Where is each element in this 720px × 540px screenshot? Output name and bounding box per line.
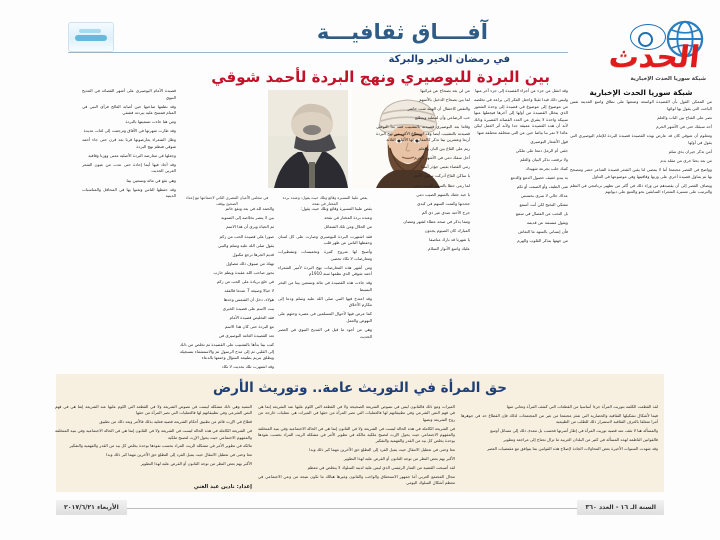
paragraph: كتب بيتا بدأها بالتشبيب على القصيدة ثم تخلص من ذلك إلى القلبي ثم إلى مدح الرسول ثم والاستشفاء بتسجيلة ويطلق بتريم بطبيعة السؤال وختمها بالدعاء bbox=[180, 342, 274, 361]
paragraph: وقد جاءت هذه القصيدة في مائة وتسعين بيتا من البحر البسيط bbox=[278, 280, 372, 292]
paragraph: وقد اشتهرت تلك بحديث لا تكاد bbox=[221, 364, 274, 370]
paragraph: لا خيالا وصيغة 7 عندما فالفقد bbox=[224, 287, 274, 293]
secondary-column-1 bbox=[461, 404, 658, 474]
paragraph: معا وحتى في تعطيل الانتقال حيث يميل الفرد إلى التطلع حق الآخرين مهما كبر ذلك وبدا bbox=[106, 452, 252, 458]
paragraph: من جهتها بتذكر القلوب والهرم bbox=[517, 238, 568, 244]
article-column-3 bbox=[278, 195, 372, 370]
article-column-2 bbox=[376, 88, 470, 370]
footer-divider bbox=[120, 508, 590, 509]
paragraph: وقاما بعد البوصيري قصيدته بالتشبيب فقد بدأ النوفلي قصيدته بالتشبيب أيضا وقد استطاع الألف من نهج البردة أربعا وعشرين بيتا تذكر كالمقارنة لها الآليات الثلاثة bbox=[376, 124, 470, 143]
paragraph: رمي القضاء بعيني جؤذر أسدا bbox=[420, 164, 470, 170]
paragraph: ومن هنا جاءت تسميتها بالبردة bbox=[125, 119, 176, 125]
paragraph: لما بين بصحاح الدخيل بالأسهم bbox=[419, 97, 470, 103]
paragraph: وقد شهدت السنوات الأخيرة بعض المحاولات الجادة لإصلاح هذه القوانين بما يتوافق مع مقتضيات العصر bbox=[486, 445, 658, 451]
paragraph: قصيدة الأمام البوصيرى على أشهر القصائد في المديح النبوي bbox=[82, 88, 176, 100]
paragraph: تهتك من صيوف ذلك مصاول bbox=[226, 260, 274, 266]
secondary-column-2 bbox=[258, 404, 455, 486]
secondary-column-3 bbox=[55, 404, 252, 474]
portrait-ahmed-shawqi-caption: في مجلس الأعيان المصري الثاني لاجتماعها مع إعداد الصحيح بوقف bbox=[185, 195, 269, 206]
paragraph: متى الطيف وأو الصمت أو تكم bbox=[516, 184, 568, 190]
secondary-article bbox=[56, 374, 664, 492]
paragraph: وواضح في القصر مجتمعا أننا لا يمضي لنا يقين الشعر قصيدة الشاعر حضر ومصحح بها ثم يتناول قصيدة أخرى على وزنها وقافيتها وفي موضوعها في التناول bbox=[570, 167, 712, 179]
paragraph: كما عرض فيها لأحوال المسلمين في عصره وحثهم على النهوض والعمل bbox=[278, 311, 372, 324]
article-column-4 bbox=[180, 195, 274, 370]
paragraph: وليس ذلك قيدا ثقيلا واجعل الفكر إلى براعة في تخلصه من موضوع إلى موضوع في قصيدة إلى وحدة الشعور الذي يتخلل القصيدة من أولها إلى آخرها فيجملها منها سبيكة واحدة لا يتفرق عن العدد القصائد القصيرة وذلك لأنه أن هذه القصيدة عميقة جدا ولأنه أثر العمل ليكن عائدا لا تمر بنا بياضا حين عن التي متخلقة محتلفة منها bbox=[474, 97, 568, 135]
paragraph: حب الرضاعي وأن لتبطية ويتطلع bbox=[415, 115, 470, 121]
paragraph: وأصبح لها شروح كثيرة وتخميسات وتشطيرات ومعارضات لا تكاد تحصى bbox=[278, 249, 372, 261]
paragraph: فقد اشتهرت البردة للبوصيري وصارت على كل لسان وحفظها الناس عن ظهر قلب bbox=[278, 233, 372, 246]
paragraph: ولا ترفعت تذكر البيان والعلم bbox=[520, 156, 568, 162]
paragraph: من الممكن القول بأن القصيدة الواسعة وضعتها على نطاق واسع المدينة نفس الباحث التي يقول بها لوائها bbox=[570, 99, 712, 111]
paragraph: وقد أجاد فيها أيما إجادة حتى عدت من عيون الشعر العربي الحديث bbox=[82, 161, 176, 174]
paragraph: فيما لأشكال تشكيلها الثقافية والحضارية التي شئز مجتمعا من غير من المجتمعات لذلك فإن القطاع حد في جوهرها أمرا متعلقا بالعرف الثقافية لاستمرار ذلك للطلب من الطبيعية bbox=[461, 412, 658, 425]
paragraph: والمسألة هنا لا تقف عند قضية توريث المرأة في إطار أسرتها فحسب بل تتعدى ذلك إلى مسائل أوسع bbox=[490, 428, 658, 434]
article-column-5 bbox=[82, 88, 176, 370]
paragraph: ومن أشهر هذه المعارضات نهج البردة لأمير الشعراء أحمد شوقي الذي نظمها سنة 1910م bbox=[278, 264, 372, 277]
main-article-body bbox=[56, 88, 568, 370]
portrait-ahmed-shawqi bbox=[268, 90, 348, 188]
portrait-ahmed-shawqi-photo bbox=[268, 90, 348, 188]
masthead bbox=[0, 0, 720, 86]
paragraph: عداك حالي لا سرى بحسنتي bbox=[520, 193, 568, 199]
paragraph: فأن إنساني بالسهد ما النعاش bbox=[518, 229, 568, 235]
portrait-al-busiri-caption: يقص علينا المسيرة وقائع وتلك حيث يقول: وعنده بردة المختار في نفحة bbox=[282, 195, 368, 206]
paragraph: ريم على القاع بين البان والعلم bbox=[418, 146, 470, 152]
paragraph: معا وحتى في تعطيل الانتقال حيث يميل الفرد إلى التطلع حق الآخرين مهما كبر ذلك وبدا bbox=[309, 447, 455, 453]
paragraph: قول الأشعار البوصيري bbox=[530, 138, 568, 144]
paragraph: فالقوانين الناظمة لهذه المسألة في كثير من البلدان العربية ما تزال تحتاج إلى مراجعة وتطوير bbox=[503, 437, 658, 443]
page-footer bbox=[0, 498, 720, 520]
article-column-1 bbox=[474, 88, 568, 370]
issue-info: السنة الـ ١٦ - العدد ٣٦٠ bbox=[577, 500, 664, 515]
paragraph: وقد نظمها صاحبها حين أصابه الفالج فرأى النبي في المنام فمسح عليه ببردته فشفي bbox=[82, 103, 176, 116]
paragraph: من بعد بحثا جرى من مقلة بدم bbox=[660, 157, 712, 163]
secondary-article-headline: حق المرأة في التوريث عامة.. وتوريث الأرض bbox=[213, 380, 507, 396]
paragraph: وقد امتدح فيها النبي صلى الله عليه وسلم ودعا إلى مكارم الأخلاق bbox=[278, 295, 372, 308]
paragraph: الأكبر بهم بعض النظر من توجه القانون أو القرض عليه لهذا التطوير bbox=[343, 456, 455, 462]
paragraph: جحدتها وكتمت السهم في كبدي bbox=[417, 200, 470, 206]
paragraph: لما رمى حظا بالسهم الصيب دمي bbox=[413, 182, 470, 188]
paragraph: والتقص كاحتفال أن الهيئة شب حاضر bbox=[407, 106, 470, 112]
paragraph: جئني أم الرمل دمعا على ملكي bbox=[515, 147, 568, 153]
paragraph: وقد طارت شهرتها في الآفاق وترجمت إلى لغات عديدة bbox=[83, 128, 176, 134]
paragraph: المبارك كان الصيوم يجدون bbox=[424, 227, 470, 233]
paragraph: التنمية وهي ذلك مشكلة ليست في نصوص الشريعة ولا في القطعة التي اللوم عليها عند الشريعة إنما هي في فهم النص الشرعي وفي تطبيقاتهم لها فالعمليات التي تصر المرأة من حقها bbox=[55, 404, 252, 416]
paragraph: مالكه في تطوير الأمر في مشكلة الريث المراد بحسب نفوذها بوحدة يخلص كل بيد من القدر والفهمية والتفكير bbox=[69, 443, 252, 449]
paragraph: ومما يذكر في صحة عطاء لشهر ومضان bbox=[403, 218, 470, 224]
paragraph: الميراث ومع ذلك فالقانون ليس في نصوص الشريعة الصحيحة ولا في القطعة التي اللوم عليها عند الشريعة إنما هي في فهم النص الشرعي وفي تطبيقاتهم لها فالعمليات التي تصر المرأة من حقها في الميراث هي عمليات خارجة عن روح الشريعة ونصها bbox=[258, 404, 455, 422]
logo-wordmark: الحدث bbox=[607, 40, 702, 75]
paragraph: أمن تذكر جيران بذي سلم bbox=[668, 148, 712, 154]
paragraph: يا شهرنا قد بارك مناصفا bbox=[429, 236, 470, 242]
paragraph: في خلع بريادة على الحب من زكم bbox=[216, 278, 274, 284]
network-info-title: شبكة سوريا الحدث الإخبارية bbox=[589, 88, 693, 97]
paragraph: قطاع في الإرث قائم من تطبيق أحكام الشريعة قضية فعلية بذلك فالأمر وبعد ذلك من تطبيق bbox=[99, 419, 252, 425]
article-kicker: في رمضان الخير والبركة bbox=[388, 54, 510, 65]
paragraph: به يبدو خفيف حصول الدمع والدمع bbox=[510, 175, 568, 181]
paragraph: مع البردة حتى كان هذا الاسم bbox=[224, 323, 274, 329]
paragraph: من الجلال ومن تلك الشمائل bbox=[323, 224, 372, 230]
paragraph: بل النحب عن الفصال في سمع bbox=[515, 211, 568, 217]
paragraph: فقد التخليص قصيدة الأمام bbox=[229, 314, 274, 320]
paragraph: وظل الشعراء يعارضونها قرنا بعد قرن حتى جاء أحمد شوقي فنظم نهج البردة bbox=[82, 137, 176, 149]
paragraph: الأكبر بهم بعض النظر من توجه القانون أو القرض عليه لهذا التطوير bbox=[140, 461, 252, 467]
article-byline: إعداد: نادين عبد الغني bbox=[193, 484, 252, 490]
paragraph: وهي تقع في مائة وتسعين بيتا bbox=[126, 177, 176, 183]
secondary-article-columns bbox=[55, 404, 658, 486]
wave-shape-top bbox=[79, 29, 101, 33]
paragraph: في الشريعة الكاملة في هذه الحالة ليست في الشريعة ولا في القانون إنما هي في الحالة الاجتماعية وفي بنية المتخلفة والمفهوم الاجتماعي حيث يحول الإرث لتصبح ملكية مالكه في تطوير الأمر في مشكلة الريث المراد بحسب نفوذها بوحدة يخلص كل بيد من القدر والفهمية والتفكير bbox=[258, 425, 455, 444]
paragraph: والحمد لله في بعد ونفع خاتم bbox=[225, 206, 274, 212]
paragraph: ويضاف القصر إلى أن يقصدهم من وراء ذلك في أكثر من تطهير برنامجي في النظم والترتيب على مسيرة الشعراء السابقين نحو والتتبع على ديوانهم bbox=[570, 182, 712, 195]
paragraph: وعنده بردة المختار في نفحة bbox=[324, 215, 372, 221]
publication-date: الأربعاء ٢٠١٧/٦/٢١ bbox=[56, 500, 127, 515]
paragraph: ثم الحياة ويرى أن هذا الاسم bbox=[226, 224, 274, 230]
paragraph: يقول صلى الله عليه وسلم والنبي bbox=[218, 242, 274, 248]
wave-shape-bottom bbox=[75, 35, 107, 41]
paragraph: كتبك حلب بجرعة شهيدك bbox=[525, 165, 568, 171]
page-title: آفــــاق ثقافيـــة bbox=[316, 20, 488, 44]
paragraph: يقص علينا المسيرة وقائع وتلك حيث يقول: bbox=[300, 206, 372, 212]
network-info-column bbox=[570, 88, 712, 199]
paragraph: يبت الاسم على قصيدة الخبرى bbox=[222, 305, 274, 311]
paragraph: جرح الأحبة عندي غير ذي ألم bbox=[421, 209, 470, 215]
paragraph: عليك واسع الأنوار السلام bbox=[428, 245, 470, 251]
paragraph: مفتكي النجيح لكن أنت أسمع bbox=[519, 202, 568, 208]
logo-subtitle: شبكة سوريا الحدث الإخبارية bbox=[630, 76, 706, 82]
paragraph: من لي بعد بصحاح عن غرائبها bbox=[420, 88, 470, 93]
paragraph: ومعلوم أن شوقي كان قد عارض بهذه القصيدة قصيدة البردة للإمام البوصيري التي يقول في أولها bbox=[570, 133, 712, 145]
network-info-body bbox=[570, 99, 712, 196]
paragraph: في الشريعة الكاملة في هذه الحالة ليست في الشريعة ولا في القانون إنما هي في الحالة الاجتماعية وفي بنية المتخلفة والمفهوم الاجتماعي حيث يحول الإرث لتصبح ملكية bbox=[55, 428, 252, 440]
paragraph: مجال المجتمع العربي أما جمهور الاستحقاق والواجب والقانون وغيرها هنالك ما تكون نتيجة من وعي الاجتماعي في معظم أشكال السلوك اليومي bbox=[258, 474, 455, 486]
paragraph: لقد أصبحت القضية من المنار الرئيسي الذي ليس علية لدينة السلوك لا يتخلص في معظم bbox=[307, 465, 455, 471]
paragraph: يا ساكن القاع أدركت ساكن الأجم bbox=[413, 173, 470, 179]
paragraph: وجعلها في معارضة البردة الأصلية معنى ووزنا وقافية bbox=[88, 152, 176, 158]
paragraph: يجوز صاحب الله عقيدة ويطم حارب bbox=[213, 269, 274, 275]
paragraph: يا جيد جئتك بالسهم الصيب دمي bbox=[416, 191, 470, 197]
paragraph: ويقول منسمة عن قديمه bbox=[526, 220, 568, 226]
paragraph: وهي من أجود ما قيل في المديح النبوي في العصر الحديث bbox=[278, 327, 372, 339]
article-headline: بين البردة للبوصيري ونهج البردة لأحمد شوقي bbox=[211, 68, 550, 86]
paragraph: بين لا ينصر بخلاصه إلى الصنوية bbox=[221, 215, 274, 221]
paragraph: لقد القطعت الكلمة بتوريث المرأة جزءا أساسيا من القطعات التي كشف المرأة وتعاني منها bbox=[506, 404, 658, 409]
masthead-divider bbox=[68, 52, 568, 53]
paragraph: قديم الجرها ترجع مكنول bbox=[232, 251, 274, 257]
paragraph: هولاء، دخل أن الشمس وحدها bbox=[223, 296, 274, 302]
paragraph: نصر على الفتاح بين الباب والعلم bbox=[657, 114, 712, 120]
paragraph: تعد القصيدة العامة البوصيرى في bbox=[218, 333, 274, 339]
paragraph: صورا على قصيدة الحب من زكم bbox=[219, 233, 274, 239]
paragraph: وقد حفظها الناس وتغنوا بها في المحافل والمناسبات الدينية bbox=[82, 186, 176, 199]
paragraph: أحد سبقك حتى في الأشهر الحرم bbox=[656, 123, 712, 129]
water-wave-watermark-icon bbox=[68, 22, 114, 52]
paragraph: أحل سفك دمي في الأشهر الحرم bbox=[414, 155, 470, 161]
paragraph: وقد انتقل من جزء عن أجزاء القصيدة إلى جزء آخر منها bbox=[475, 88, 568, 93]
